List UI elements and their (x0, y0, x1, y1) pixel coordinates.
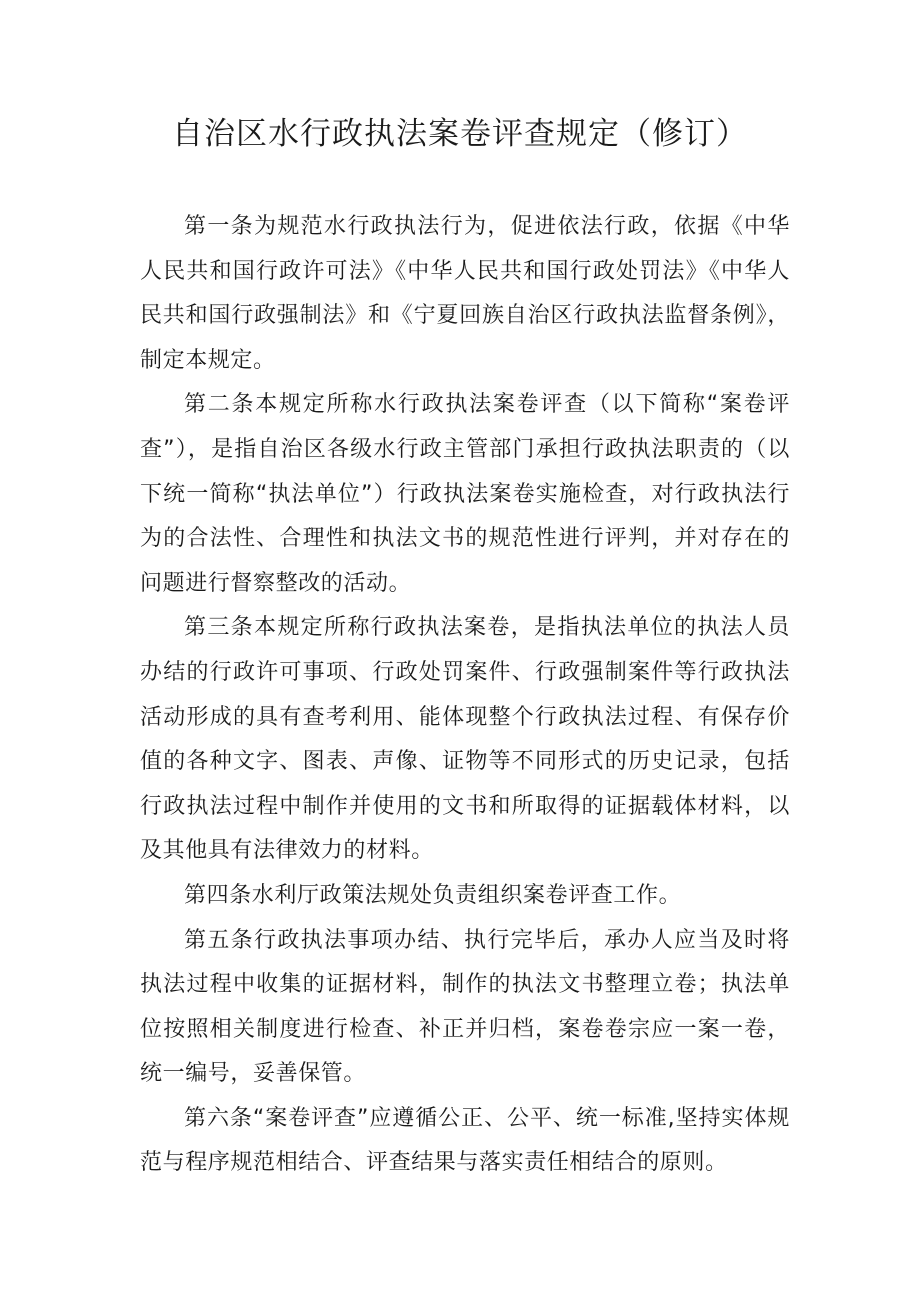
article-6-paragraph: 第六条“案卷评查”应遵循公正、公平、统一标准,坚持实体规范与程序规范相结合、评查结果与落实责任相结合的原则。 (140, 1105, 790, 1176)
document-title: 自治区水行政执法案卷评查规定（修订） (172, 116, 748, 152)
article-5-paragraph: 第五条行政执法事项办结、执行完毕后，承办人应当及时将执法过程中收集的证据材料，制作的执法文书整理立卷；执法单位按照相关制度进行检查、补正并归档，案卷卷宗应一案一卷，统一编号，妥善保管。 (140, 927, 790, 1087)
article-4-paragraph: 第四条水利厅政策法规处负责组织案卷评查工作。 (184, 882, 682, 908)
article-1-paragraph: 第一条为规范水行政执法行为，促进依法行政，依据《中华人民共和国行政许可法》《中华人民共和国行政处罚法》《中华人民共和国行政强制法》和《宁夏回族自治区行政执法监督条例》，制定本规定。 (140, 214, 790, 373)
article-3-paragraph: 第三条本规定所称行政执法案卷，是指执法单位的执法人员办结的行政许可事项、行政处罚案件、行政强制案件等行政执法活动形成的具有查考利用、能体现整个行政执法过程、有保存价值的各种文字、图表、声像、证物等不同形式的历史记录，包括行政执法过程中制作并使用的文书和所取得的证据载体材料，以及其他具有法律效力的材料。 (140, 615, 790, 864)
article-2-paragraph: 第二条本规定所称水行政执法案卷评查（以下简称“案卷评查”），是指自治区各级水行政主管部门承担行政执法职责的（以下统一简称“执法单位”）行政执法案卷实施检查，对行政执法行为的合法性、合理性和执法文书的规范性进行评判，并对存在的问题进行督察整改的活动。 (140, 392, 790, 596)
document-body (140, 205, 790, 1186)
